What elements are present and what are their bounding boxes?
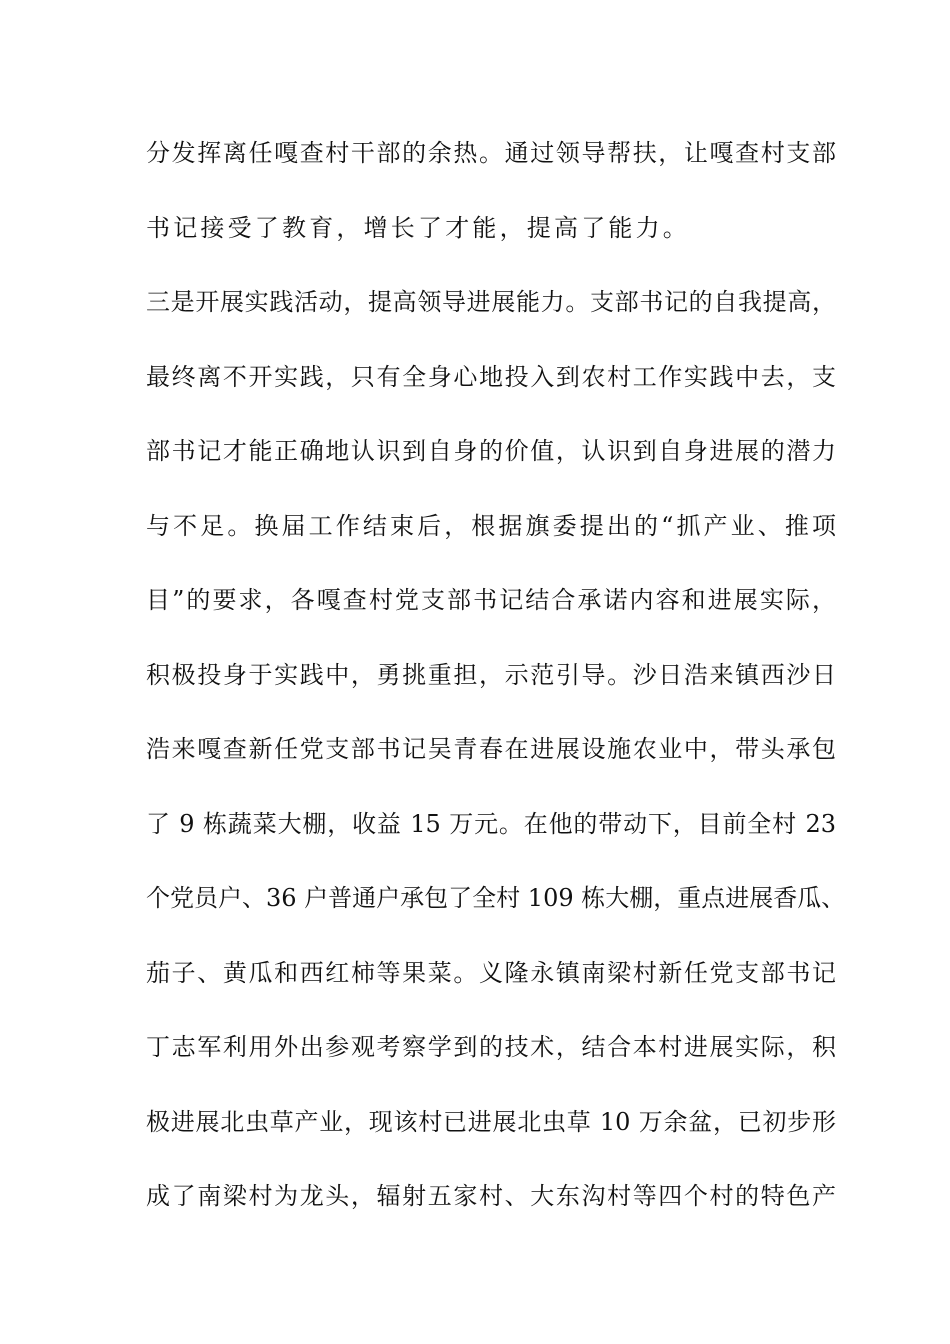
text-line: 丁志军利用外出参观考察学到的技术，结合本村进展实际，积	[146, 1033, 836, 1061]
text-line: 目”的要求，各嘎查村党支部书记结合承诺内容和进展实际，	[146, 586, 836, 614]
text-line: 分发挥离任嘎查村干部的余热。通过领导帮扶，让嘎查村支部	[146, 139, 836, 167]
text-line: 个党员户、36 户普通户承包了全村 109 栋大棚，重点进展香瓜、	[146, 884, 846, 912]
text-line: 浩来嘎查新任党支部书记吴青春在进展设施农业中，带头承包	[146, 735, 836, 763]
text-line: 书记接受了教育，增长了才能，提高了能力。	[146, 213, 690, 242]
body-text	[146, 133, 846, 1251]
text-line: 成了南梁村为龙头，辐射五家村、大东沟村等四个村的特色产	[146, 1182, 836, 1210]
text-line: 积极投身于实践中，勇挑重担，示范引导。沙日浩来镇西沙日	[146, 660, 836, 689]
text-line: 三是开展实践活动，提高领导进展能力。支部书记的自我提高，	[146, 288, 836, 316]
text-line: 茄子、黄瓜和西红柿等果菜。义隆永镇南梁村新任党支部书记	[146, 958, 836, 987]
text-line: 了 9 栋蔬菜大棚，收益 15 万元。在他的带动下，目前全村 23	[146, 809, 836, 838]
text-line: 与不足。换届工作结束后，根据旗委提出的“抓产业、推项	[146, 511, 836, 540]
text-line: 部书记才能正确地认识到自身的价值，认识到自身进展的潜力	[146, 437, 836, 465]
text-line: 最终离不开实践，只有全身心地投入到农村工作实践中去，支	[146, 362, 836, 391]
text-line: 极进展北虫草产业，现该村已进展北虫草 10 万余盆，已初步形	[146, 1107, 836, 1136]
